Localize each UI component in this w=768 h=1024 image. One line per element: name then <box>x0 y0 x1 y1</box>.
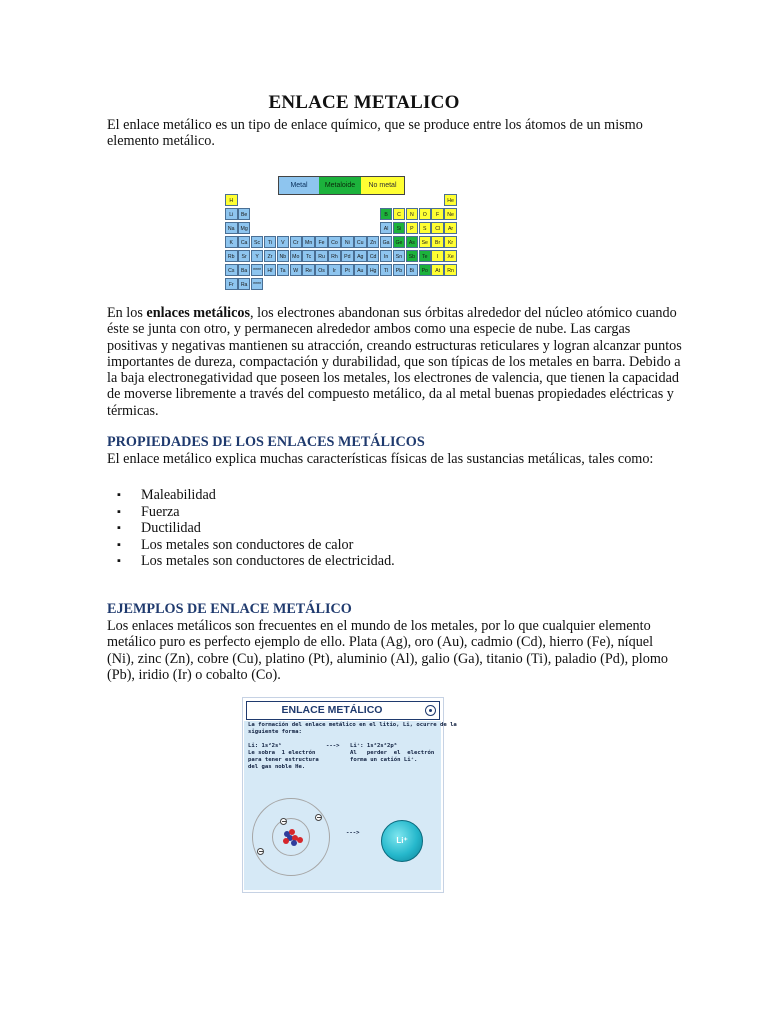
element-cell-N: N <box>406 208 419 221</box>
element-cell-Ti: Ti <box>264 236 277 249</box>
element-cell-In: In <box>380 250 393 263</box>
legend-metaloide: Metaloide <box>319 177 361 194</box>
element-cell-Mn: Mn <box>302 236 315 249</box>
list-item: ▪ Los metales son conductores de calor <box>107 537 395 554</box>
element-cell-C: C <box>393 208 406 221</box>
element-cell-Cs: Cs <box>225 264 238 277</box>
figure-header <box>246 701 440 720</box>
element-cell-Li: Li <box>225 208 238 221</box>
paragraph-bold-term: enlaces metálicos <box>146 305 251 321</box>
examples-paragraph: Los enlaces metálicos son frecuentes en el mundo de los metales, por lo que cualquier elemento metálico puro es perfecto ejemplo de ello. Plata (Ag), oro (Au), cadmio (Cd), hierro (Fe), níquel (Ni), zinc (Zn), cobre (Cu), platino (Pt), aluminio (Al), galio (Ga), titanio (Ti), paladio (Pd), plomo (Pb), iridio (Ir) o cobalto (Co). <box>107 618 668 683</box>
intro-paragraph: El enlace metálico es un tipo de enlace químico, que se produce entre los átomos de un mismo elemento metálico. <box>107 117 643 150</box>
figure-li-ion-config: Li⁺: 1s²2s²2p⁶ Al perder el electrón forma un catión Li⁺. <box>350 743 435 763</box>
element-cell-Ne: Ne <box>444 208 457 221</box>
figure-li-config: Li: 1s²2s¹ Le sobra 1 electrón para tener estructura del gas noble He. <box>248 743 319 770</box>
element-cell-Sb: Sb <box>406 250 419 263</box>
element-cell-S: S <box>419 222 432 235</box>
element-cell-Be: Be <box>238 208 251 221</box>
nucleus-particle <box>291 840 297 846</box>
element-cell-Pb: Pb <box>393 264 406 277</box>
navigate-icon <box>425 705 436 716</box>
element-cell-P: P <box>406 222 419 235</box>
element-cell-Po: Po <box>419 264 432 277</box>
element-cell-Pt: Pt <box>341 264 354 277</box>
element-cell-Sr: Sr <box>238 250 251 263</box>
element-cell-Re: Re <box>302 264 315 277</box>
element-cell-I: I <box>431 250 444 263</box>
element-cell-Ra: Ra <box>238 278 251 291</box>
paragraph-prefix: En los <box>107 305 147 321</box>
element-cell-Co: Co <box>328 236 341 249</box>
element-cell-Ag: Ag <box>354 250 367 263</box>
element-cell-Sc: Sc <box>251 236 264 249</box>
periodic-table-legend <box>278 176 405 195</box>
electron <box>257 848 264 855</box>
list-item: ▪ Fuerza <box>107 504 395 521</box>
element-cell-Mo: Mo <box>290 250 303 263</box>
element-cell-V: V <box>277 236 290 249</box>
element-cell-Ca: Ca <box>238 236 251 249</box>
list-item: ▪ Ductilidad <box>107 520 395 537</box>
examples-heading: EJEMPLOS DE ENLACE METÁLICO <box>107 601 352 617</box>
element-cell-Tl: Tl <box>380 264 393 277</box>
element-cell-Ni: Ni <box>341 236 354 249</box>
element-cell-H: H <box>225 194 238 207</box>
element-cell-He: He <box>444 194 457 207</box>
element-cell-Bi: Bi <box>406 264 419 277</box>
element-cell-Y: Y <box>251 250 264 263</box>
element-cell-seriesseriesseriesseries: **** <box>251 264 264 277</box>
legend-no-metal: No metal <box>361 177 404 194</box>
element-cell-As: As <box>406 236 419 249</box>
element-cell-F: F <box>431 208 444 221</box>
metallic-bond-paragraph <box>107 305 682 419</box>
electron <box>315 814 322 821</box>
element-cell-Hg: Hg <box>367 264 380 277</box>
ion-label: Li⁺ <box>396 836 408 845</box>
legend-metal: Metal <box>279 177 319 194</box>
lithium-bond-figure <box>242 697 457 893</box>
figure-intro-text: La formación del enlace metálico en el litio, Li, ocurre de la siguiente forma: <box>248 722 457 735</box>
nucleus-particle <box>297 837 303 843</box>
element-cell-Al: Al <box>380 222 393 235</box>
periodic-table-figure <box>225 176 470 289</box>
figure-arrow: ---> <box>326 743 340 749</box>
element-cell-Cu: Cu <box>354 236 367 249</box>
element-cell-Nb: Nb <box>277 250 290 263</box>
element-cell-Rn: Rn <box>444 264 457 277</box>
element-cell-O: O <box>419 208 432 221</box>
element-cell-Cl: Cl <box>431 222 444 235</box>
element-cell-Os: Os <box>315 264 328 277</box>
page-title: ENLACE METALICO <box>268 92 460 113</box>
nucleus-particle <box>283 838 289 844</box>
electron <box>280 818 287 825</box>
element-cell-Ar: Ar <box>444 222 457 235</box>
element-cell-Cd: Cd <box>367 250 380 263</box>
list-item: ▪ Los metales son conductores de electricidad. <box>107 553 395 570</box>
element-cell-Ge: Ge <box>393 236 406 249</box>
element-cell-Ba: Ba <box>238 264 251 277</box>
element-cell-Hf: Hf <box>264 264 277 277</box>
properties-heading: PROPIEDADES DE LOS ENLACES METÁLICOS <box>107 434 425 450</box>
element-cell-Te: Te <box>419 250 432 263</box>
figure-arrow-to-ion: ---> <box>346 830 360 836</box>
element-cell-Pd: Pd <box>341 250 354 263</box>
element-cell-Fe: Fe <box>315 236 328 249</box>
element-cell-seriesseriesseriesseries: **** <box>251 278 264 291</box>
element-cell-B: B <box>380 208 393 221</box>
element-cell-Si: Si <box>393 222 406 235</box>
lithium-cation <box>381 820 423 862</box>
element-cell-Sn: Sn <box>393 250 406 263</box>
element-cell-Ga: Ga <box>380 236 393 249</box>
element-cell-Cr: Cr <box>290 236 303 249</box>
list-item: ▪ Maleabilidad <box>107 487 395 504</box>
element-cell-Ru: Ru <box>315 250 328 263</box>
element-cell-Au: Au <box>354 264 367 277</box>
element-cell-Zn: Zn <box>367 236 380 249</box>
element-cell-Ta: Ta <box>277 264 290 277</box>
element-cell-Br: Br <box>431 236 444 249</box>
element-cell-Fr: Fr <box>225 278 238 291</box>
element-cell-Ir: Ir <box>328 264 341 277</box>
element-cell-Rh: Rh <box>328 250 341 263</box>
element-cell-Kr: Kr <box>444 236 457 249</box>
element-cell-Mg: Mg <box>238 222 251 235</box>
element-cell-Tc: Tc <box>302 250 315 263</box>
element-cell-W: W <box>290 264 303 277</box>
properties-list <box>107 487 395 570</box>
figure-title: ENLACE METÁLICO <box>281 704 383 716</box>
element-cell-Xe: Xe <box>444 250 457 263</box>
element-cell-At: At <box>431 264 444 277</box>
element-cell-Zr: Zr <box>264 250 277 263</box>
element-cell-Na: Na <box>225 222 238 235</box>
figure-body <box>244 721 457 890</box>
element-cell-K: K <box>225 236 238 249</box>
element-cell-Rb: Rb <box>225 250 238 263</box>
properties-intro: El enlace metálico explica muchas características físicas de las sustancias metálicas, tales como: <box>107 451 654 467</box>
paragraph-rest: , los electrones abandonan sus órbitas alrededor del núcleo atómico cuando éste se junta con otro, y permanecen alrededor ambos como una especie de nube. Las cargas positivas y negativas mantienen su atracción, creando estructuras reticulares y logran alcanzar puntos importantes de dureza, compactación y durabilidad, que son típicas de los metales en barra. Debido a la baja electronegatividad que poseen los metales, los electrones de valencia, que tienen la capacidad de moverse libremente a través del compuesto metálico, da al metal buenas propiedades eléctricas y térmicas. <box>107 305 682 419</box>
element-cell-Se: Se <box>419 236 432 249</box>
